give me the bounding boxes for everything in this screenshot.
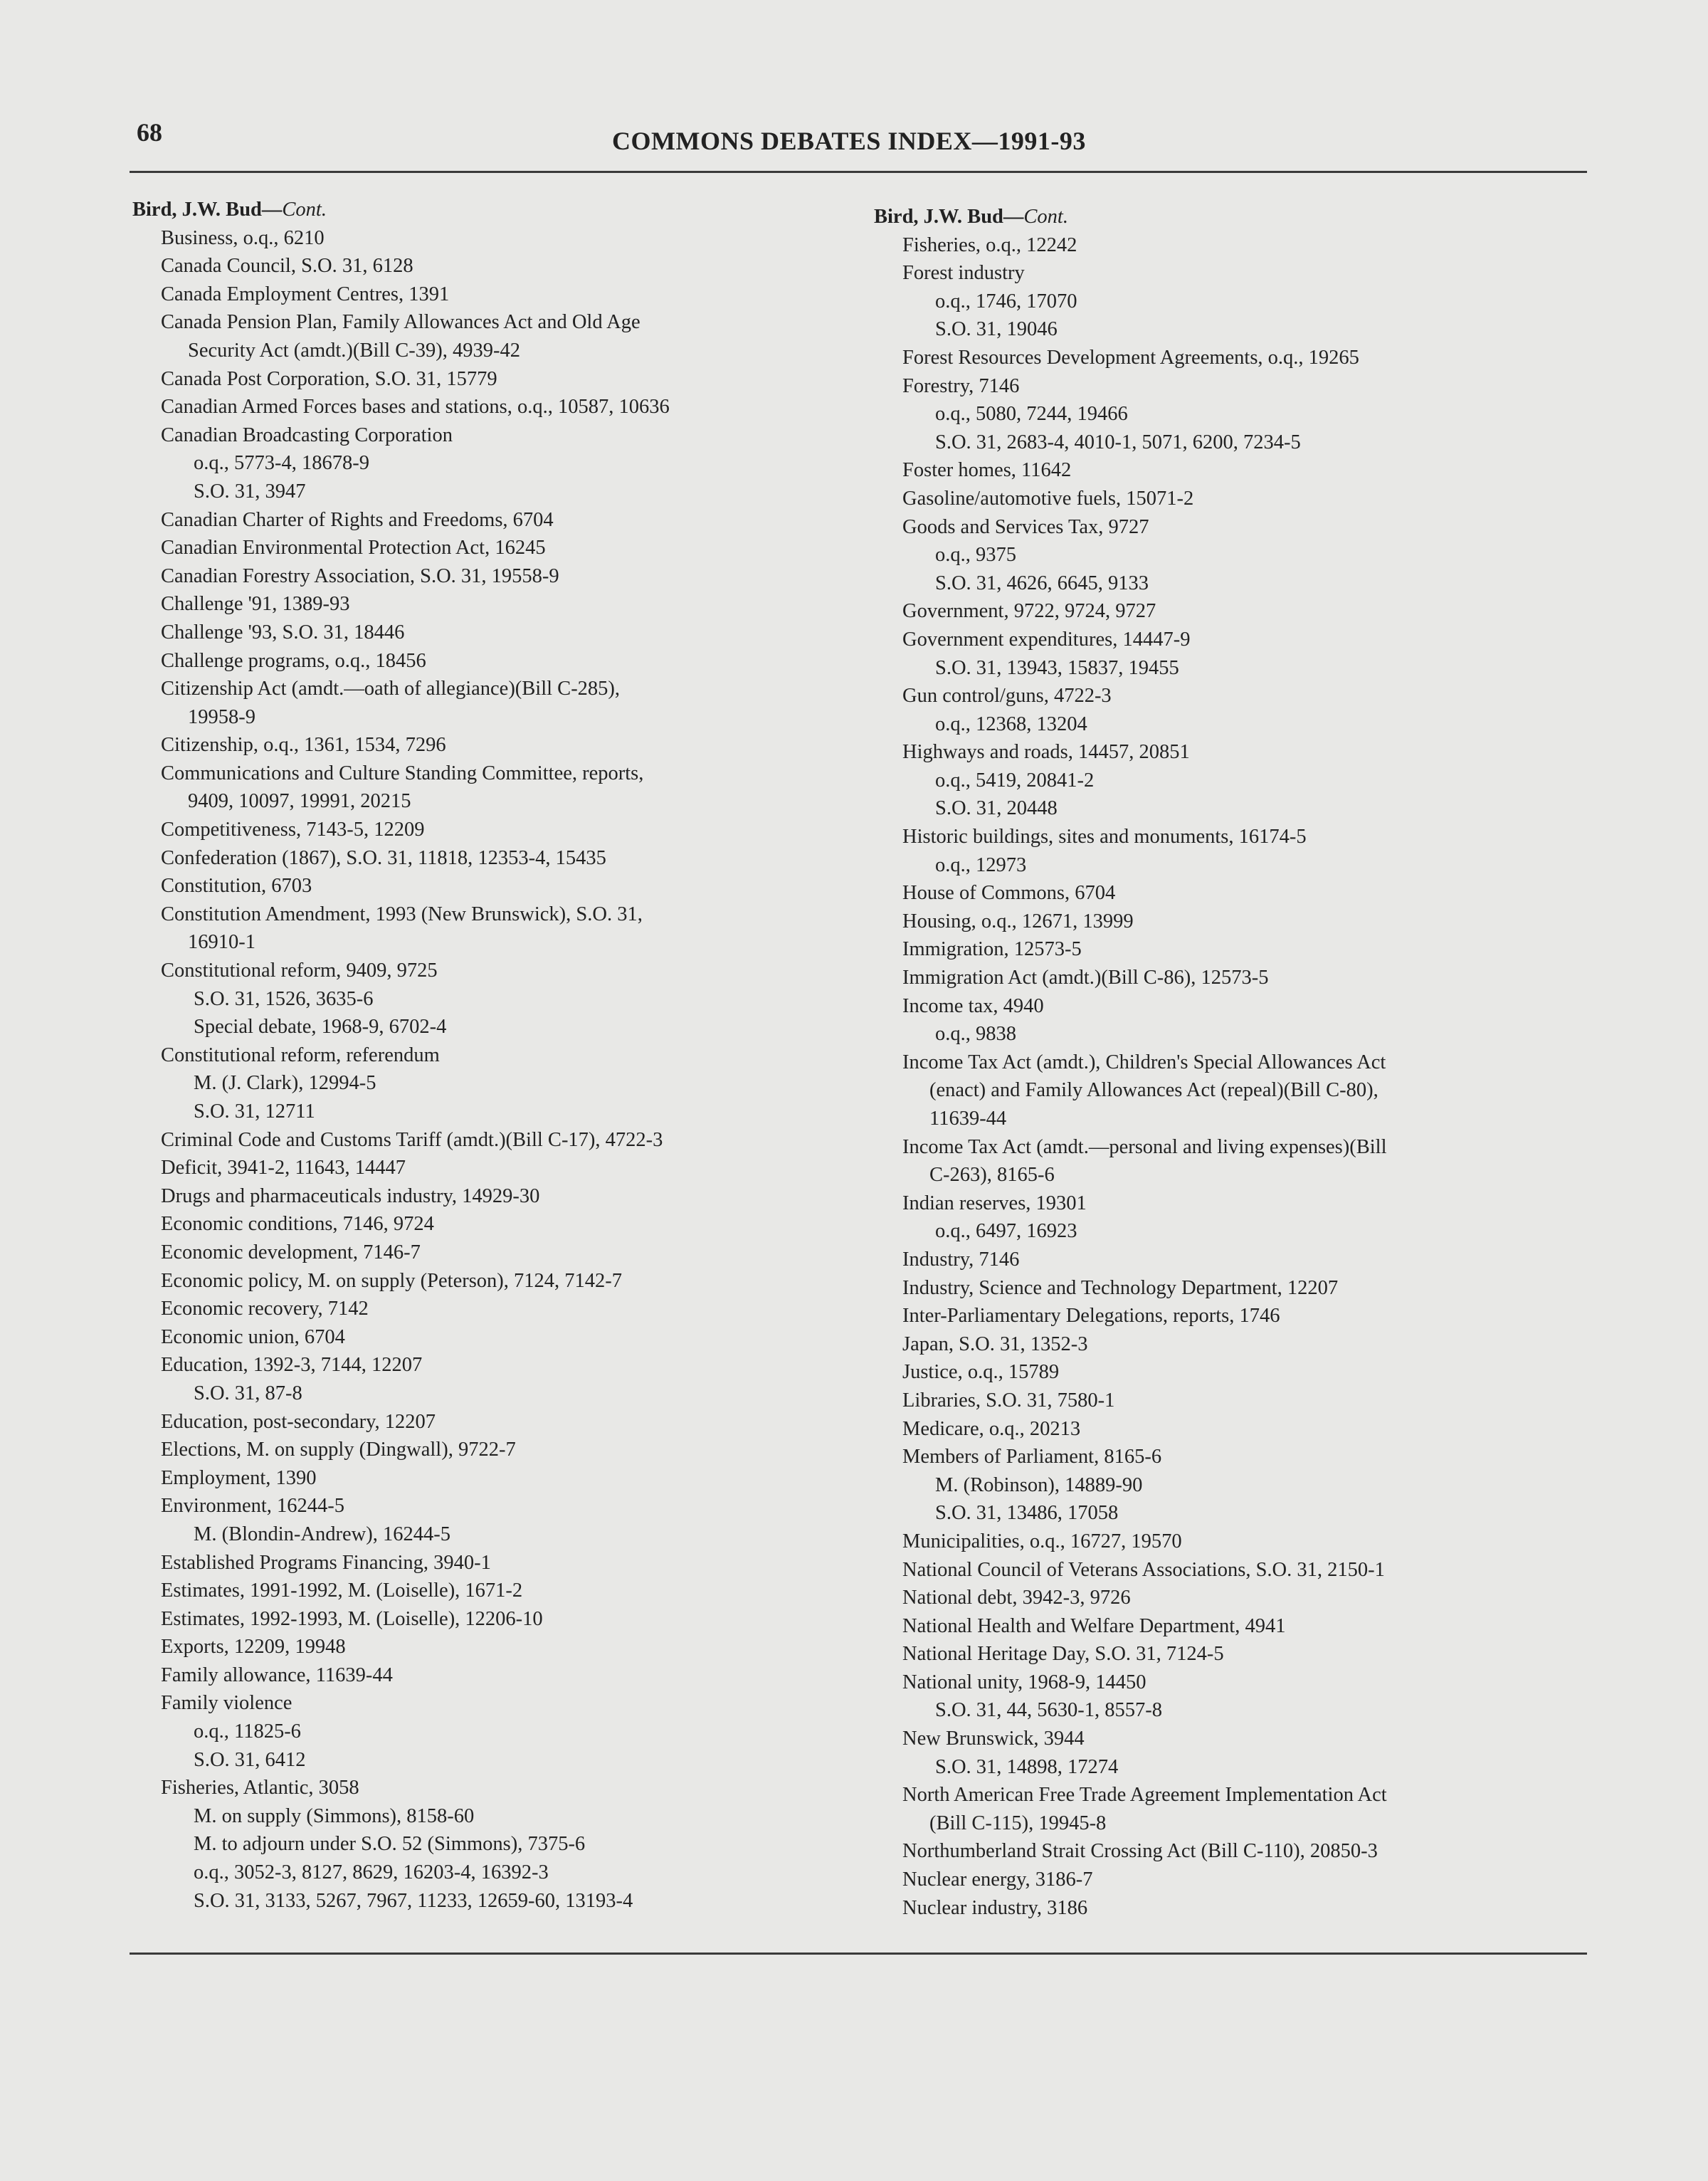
index-entry: S.O. 31, 87-8 xyxy=(194,1382,302,1404)
index-column-left xyxy=(132,196,851,1915)
index-entry: Economic union, 6704 xyxy=(161,1325,345,1348)
index-entry: Industry, 7146 xyxy=(902,1248,1020,1271)
index-entry: o.q., 5080, 7244, 19466 xyxy=(935,403,1128,426)
index-entry: Canadian Environmental Protection Act, 16245 xyxy=(161,537,546,559)
index-entry: Income Tax Act (amdt.—personal and living expenses)(Bill xyxy=(902,1135,1387,1158)
index-entry: Income Tax Act (amdt.), Children's Special Allowances Act xyxy=(902,1051,1386,1073)
index-entry: New Brunswick, 3944 xyxy=(902,1728,1085,1750)
index-entry: Foster homes, 11642 xyxy=(902,459,1072,482)
column-heading xyxy=(132,196,851,224)
index-entry: Communications and Culture Standing Committee, reports, xyxy=(161,762,644,784)
index-entry: Industry, Science and Technology Department, 12207 xyxy=(902,1276,1339,1299)
index-entry: Fisheries, Atlantic, 3058 xyxy=(161,1777,359,1799)
index-entry: Economic conditions, 7146, 9724 xyxy=(161,1213,434,1236)
entry-list xyxy=(132,224,851,1915)
index-entry: Education, 1392-3, 7144, 12207 xyxy=(161,1354,423,1377)
index-entry: o.q., 1746, 17070 xyxy=(935,290,1077,312)
index-entry: Canadian Armed Forces bases and stations, o.q., 10587, 10636 xyxy=(161,396,670,419)
index-entry: Goods and Services Tax, 9727 xyxy=(902,515,1149,538)
page-title: COMMONS DEBATES INDEX—1991-93 xyxy=(612,127,1086,155)
index-entry: 19958-9 xyxy=(188,705,255,728)
index-entry: Canadian Forestry Association, S.O. 31, 19558-9 xyxy=(161,564,559,587)
index-entry: o.q., 9838 xyxy=(935,1023,1016,1046)
index-entry: Libraries, S.O. 31, 7580-1 xyxy=(902,1389,1115,1412)
index-entry: o.q., 6497, 16923 xyxy=(935,1220,1077,1243)
footer-rule xyxy=(130,1953,1587,1955)
index-entry: M. (Blondin-Andrew), 16244-5 xyxy=(194,1523,450,1545)
index-entry: House of Commons, 6704 xyxy=(902,882,1116,905)
index-entry: Japan, S.O. 31, 1352-3 xyxy=(902,1333,1088,1355)
index-entry: M. to adjourn under S.O. 52 (Simmons), 7375-6 xyxy=(194,1833,586,1856)
index-entry: S.O. 31, 3947 xyxy=(194,480,306,503)
index-entry: 9409, 10097, 19991, 20215 xyxy=(188,790,411,813)
index-entry: Environment, 16244-5 xyxy=(161,1495,345,1518)
index-entry: Citizenship, o.q., 1361, 1534, 7296 xyxy=(161,734,446,757)
index-entry: Challenge '91, 1389-93 xyxy=(161,593,350,616)
index-entry: M. on supply (Simmons), 8158-60 xyxy=(194,1804,475,1827)
index-entry: Forest industry xyxy=(902,262,1025,285)
entry-list xyxy=(874,231,1586,1923)
index-entry: Constitutional reform, 9409, 9725 xyxy=(161,960,438,982)
index-entry: C-263), 8165-6 xyxy=(929,1164,1055,1187)
index-entry: S.O. 31, 2683-4, 4010-1, 5071, 6200, 7234-5 xyxy=(935,431,1301,453)
index-entry: 11639-44 xyxy=(929,1108,1007,1130)
index-entry: Established Programs Financing, 3940-1 xyxy=(161,1551,491,1574)
index-entry: Drugs and pharmaceuticals industry, 14929-30 xyxy=(161,1184,540,1207)
index-entry: Income tax, 4940 xyxy=(902,994,1044,1017)
index-entry: Family violence xyxy=(161,1692,292,1715)
index-entry: o.q., 5419, 20841-2 xyxy=(935,769,1095,792)
index-entry: S.O. 31, 13943, 15837, 19455 xyxy=(935,656,1179,679)
index-entry: S.O. 31, 14898, 17274 xyxy=(935,1755,1119,1778)
index-entry: Forestry, 7146 xyxy=(902,374,1020,397)
index-entry: o.q., 5773-4, 18678-9 xyxy=(194,452,369,475)
index-entry: Immigration, 12573-5 xyxy=(902,938,1082,961)
index-entry: Employment, 1390 xyxy=(161,1466,317,1489)
index-entry: S.O. 31, 12711 xyxy=(194,1100,315,1123)
index-entry: Canada Employment Centres, 1391 xyxy=(161,283,450,305)
index-entry: Criminal Code and Customs Tariff (amdt.)(Bill C-17), 4722-3 xyxy=(161,1128,663,1151)
index-entry: National debt, 3942-3, 9726 xyxy=(902,1587,1131,1609)
index-entry: Competitiveness, 7143-5, 12209 xyxy=(161,819,425,841)
index-entry: Housing, o.q., 12671, 13999 xyxy=(902,910,1134,932)
index-entry: Gun control/guns, 4722-3 xyxy=(902,685,1112,708)
index-entry: S.O. 31, 1526, 3635-6 xyxy=(194,987,374,1010)
index-entry: Inter-Parliamentary Delegations, reports, 1746 xyxy=(902,1305,1280,1328)
index-entry: o.q., 12973 xyxy=(935,853,1027,876)
index-entry: Canada Post Corporation, S.O. 31, 15779 xyxy=(161,367,497,390)
index-entry: Constitutional reform, referendum xyxy=(161,1044,440,1066)
index-entry: S.O. 31, 4626, 6645, 9133 xyxy=(935,572,1149,594)
index-entry: Highways and roads, 14457, 20851 xyxy=(902,741,1190,764)
index-entry: Canadian Charter of Rights and Freedoms, 6704 xyxy=(161,508,554,531)
heading-cont: Cont. xyxy=(1023,206,1068,228)
index-entry: o.q., 11825-6 xyxy=(194,1720,301,1743)
index-entry: Canada Council, S.O. 31, 6128 xyxy=(161,255,413,278)
heading-name: Bird, J.W. Bud— xyxy=(132,199,283,221)
heading-name: Bird, J.W. Bud— xyxy=(874,206,1024,228)
index-entry: Historic buildings, sites and monuments, 16174-5 xyxy=(902,826,1307,848)
index-entry: o.q., 9375 xyxy=(935,544,1016,567)
index-entry: Canada Pension Plan, Family Allowances Act and Old Age xyxy=(161,311,640,334)
index-entry: Constitution, 6703 xyxy=(161,875,312,898)
index-entry: Estimates, 1992-1993, M. (Loiselle), 12206-10 xyxy=(161,1607,543,1630)
index-entry: National unity, 1968-9, 14450 xyxy=(902,1671,1146,1693)
index-entry: Estimates, 1991-1992, M. (Loiselle), 1671-2 xyxy=(161,1580,523,1602)
index-entry: 16910-1 xyxy=(188,931,255,954)
index-entry: Gasoline/automotive fuels, 15071-2 xyxy=(902,487,1194,510)
index-entry: Northumberland Strait Crossing Act (Bill C-110), 20850-3 xyxy=(902,1840,1378,1863)
index-entry: (enact) and Family Allowances Act (repeal)(Bill C-80), xyxy=(929,1079,1378,1102)
index-entry: Economic recovery, 7142 xyxy=(161,1298,369,1320)
index-entry: o.q., 3052-3, 8127, 8629, 16203-4, 16392-3 xyxy=(194,1861,549,1884)
index-column-right xyxy=(874,203,1586,1922)
index-entry: S.O. 31, 44, 5630-1, 8557-8 xyxy=(935,1699,1163,1722)
index-entry: Deficit, 3941-2, 11643, 14447 xyxy=(161,1157,406,1179)
header-rule xyxy=(130,171,1587,173)
page-number: 68 xyxy=(137,118,162,147)
index-entry: Exports, 12209, 19948 xyxy=(161,1636,346,1659)
index-entry: National Council of Veterans Associations, S.O. 31, 2150-1 xyxy=(902,1558,1385,1581)
index-entry: (Bill C-115), 19945-8 xyxy=(929,1812,1107,1834)
index-entry: Members of Parliament, 8165-6 xyxy=(902,1446,1162,1468)
index-entry: Forest Resources Development Agreements, o.q., 19265 xyxy=(902,346,1359,369)
index-entry: Government, 9722, 9724, 9727 xyxy=(902,600,1156,623)
index-entry: Challenge programs, o.q., 18456 xyxy=(161,649,426,672)
index-entry: Family allowance, 11639-44 xyxy=(161,1664,393,1686)
index-entry: National Heritage Day, S.O. 31, 7124-5 xyxy=(902,1643,1224,1666)
index-entry: Citizenship Act (amdt.—oath of allegiance)(Bill C-285), xyxy=(161,678,621,700)
index-entry: Security Act (amdt.)(Bill C-39), 4939-42 xyxy=(188,339,521,362)
heading-cont: Cont. xyxy=(282,199,327,221)
index-entry: Fisheries, o.q., 12242 xyxy=(902,233,1077,256)
index-entry: Education, post-secondary, 12207 xyxy=(161,1410,436,1433)
index-entry: Canadian Broadcasting Corporation xyxy=(161,424,453,446)
index-entry: M. (J. Clark), 12994-5 xyxy=(194,1072,376,1095)
index-entry: S.O. 31, 3133, 5267, 7967, 11233, 12659-60, 13193-4 xyxy=(194,1889,633,1912)
index-entry: Municipalities, o.q., 16727, 19570 xyxy=(902,1530,1182,1552)
index-entry: Economic policy, M. on supply (Peterson), 7124, 7142-7 xyxy=(161,1269,623,1292)
index-entry: S.O. 31, 6412 xyxy=(194,1748,306,1771)
index-entry: North American Free Trade Agreement Implementation Act xyxy=(902,1784,1387,1807)
index-entry: S.O. 31, 13486, 17058 xyxy=(935,1502,1119,1525)
index-entry: Confederation (1867), S.O. 31, 11818, 12353-4, 15435 xyxy=(161,846,606,869)
index-entry: S.O. 31, 20448 xyxy=(935,797,1058,820)
index-entry: Economic development, 7146-7 xyxy=(161,1241,421,1263)
index-entry: Special debate, 1968-9, 6702-4 xyxy=(194,1016,447,1039)
index-entry: Elections, M. on supply (Dingwall), 9722-7 xyxy=(161,1439,516,1461)
index-entry: Challenge '93, S.O. 31, 18446 xyxy=(161,621,405,643)
index-entry: S.O. 31, 19046 xyxy=(935,318,1058,341)
index-entry: Constitution Amendment, 1993 (New Brunswick), S.O. 31, xyxy=(161,903,643,925)
index-entry: Justice, o.q., 15789 xyxy=(902,1361,1060,1384)
index-entry: Indian reserves, 19301 xyxy=(902,1192,1087,1214)
index-entry: Immigration Act (amdt.)(Bill C-86), 12573-5 xyxy=(902,967,1269,989)
column-heading xyxy=(874,203,1586,231)
index-entry: M. (Robinson), 14889-90 xyxy=(935,1473,1143,1496)
index-entry: Government expenditures, 14447-9 xyxy=(902,628,1191,651)
index-entry: Nuclear industry, 3186 xyxy=(902,1896,1088,1919)
index-entry: National Health and Welfare Department, 4941 xyxy=(902,1614,1286,1637)
index-entry: o.q., 12368, 13204 xyxy=(935,713,1087,735)
index-entry: Medicare, o.q., 20213 xyxy=(902,1417,1081,1440)
index-entry: Nuclear energy, 3186-7 xyxy=(902,1869,1093,1891)
index-entry: Business, o.q., 6210 xyxy=(161,226,325,249)
